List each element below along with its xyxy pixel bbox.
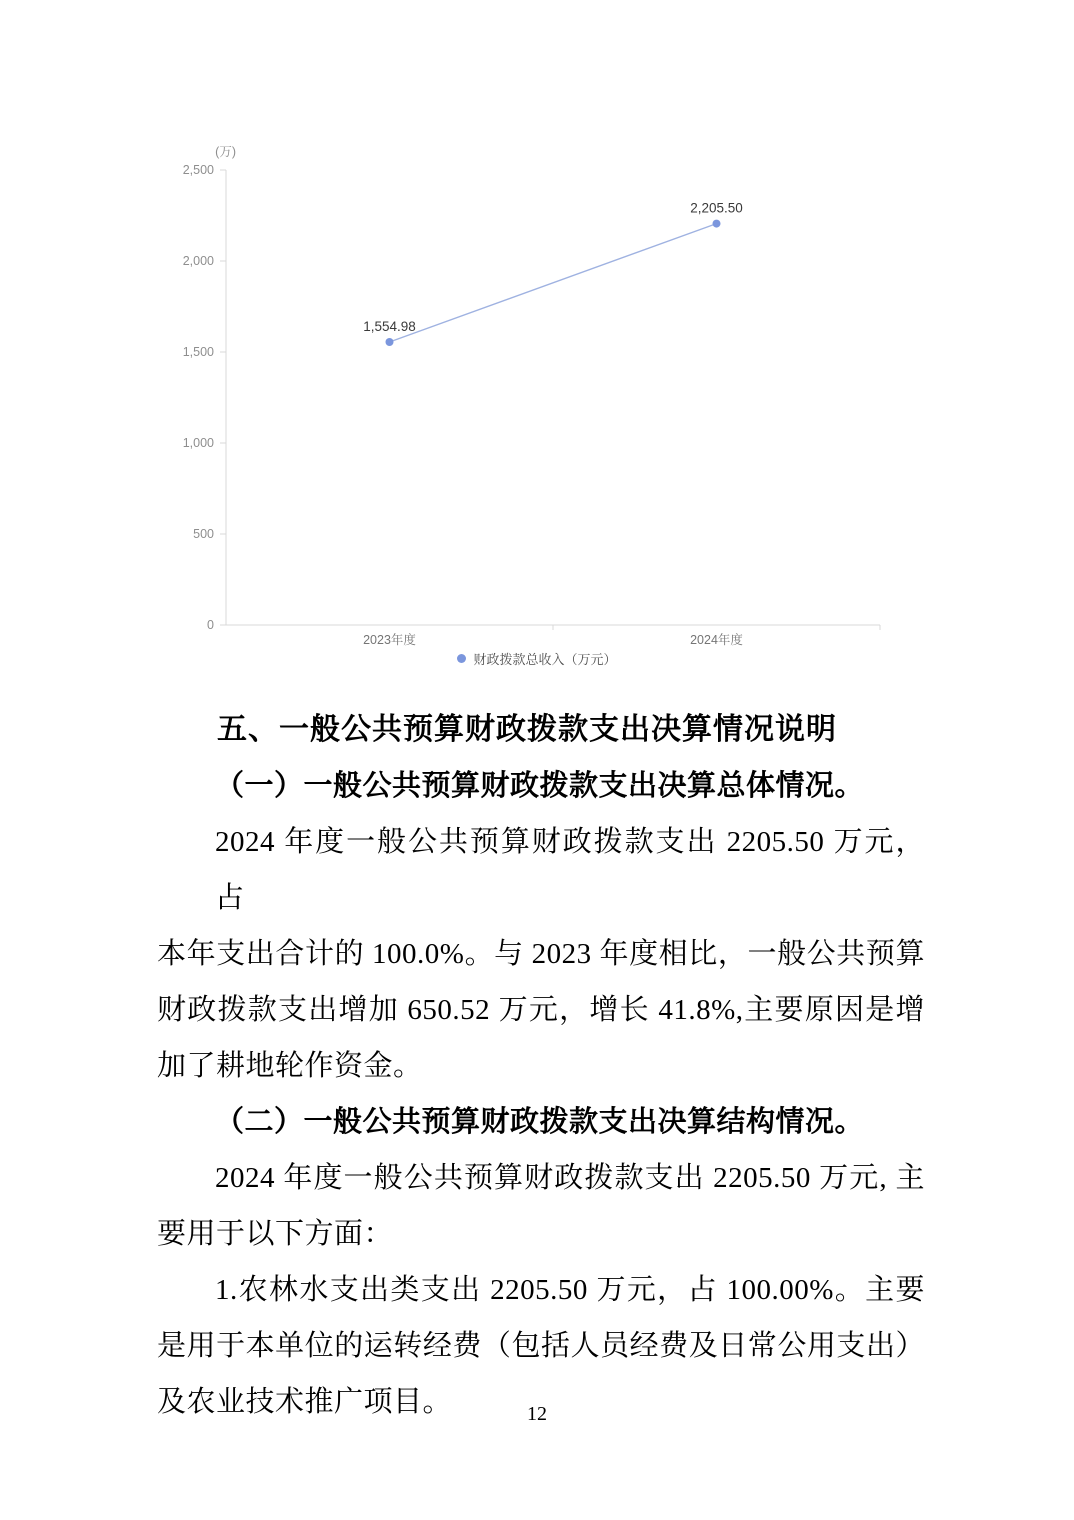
series-line	[390, 224, 717, 342]
chart-canvas	[0, 0, 1074, 700]
paragraph-line: 财政拨款支出增加 650.52 万元，增长 41.8%,主要原因是增	[157, 994, 925, 1026]
sub-heading-2: （二）一般公共预算财政拨款支出决算结构情况。	[215, 1106, 865, 1138]
data-point-label: 2,205.50	[690, 200, 743, 216]
data-point	[386, 338, 394, 346]
paragraph-line: 2024 年度一般公共预算财政拨款支出 2205.50 万元，占	[215, 826, 925, 914]
data-point-label: 1,554.98	[363, 318, 416, 334]
sub-heading-1: （一）一般公共预算财政拨款支出决算总体情况。	[215, 770, 865, 802]
page-number: 12	[527, 1403, 547, 1425]
y-tick-label: 0	[207, 618, 214, 632]
paragraph-line: 加了耕地轮作资金。	[157, 1050, 423, 1082]
y-tick-label: 2,500	[182, 163, 214, 177]
chart-legend	[0, 649, 1074, 668]
y-axis-unit-label: (万)	[215, 145, 236, 159]
data-point	[713, 220, 721, 228]
x-axis-label: 2023年度	[363, 633, 416, 647]
paragraph-line: 1.农林水支出类支出 2205.50 万元，占 100.00%。主要	[215, 1274, 925, 1306]
x-axis-label: 2024年度	[690, 633, 743, 647]
paragraph-line: 及农业技术推广项目。	[157, 1386, 453, 1418]
document-body	[157, 702, 925, 1430]
y-tick-label: 500	[193, 527, 214, 541]
section-heading: 五、一般公共预算财政拨款支出决算情况说明	[217, 713, 837, 746]
paragraph-line: 是用于本单位的运转经费（包括人员经费及日常公用支出）	[157, 1330, 925, 1362]
paragraph-line: 本年支出合计的 100.0%。与 2023 年度相比，一般公共预算	[157, 938, 925, 970]
legend-marker-icon	[457, 654, 466, 663]
legend-label: 财政拨款总收入（万元）	[473, 652, 617, 667]
y-tick-label: 1,500	[182, 345, 214, 359]
paragraph-line: 要用于以下方面：	[157, 1218, 394, 1250]
y-tick-label: 2,000	[182, 254, 214, 268]
paragraph-line: 2024 年度一般公共预算财政拨款支出 2205.50 万元, 主	[215, 1162, 925, 1194]
y-tick-label: 1,000	[182, 436, 214, 450]
line-chart	[0, 0, 1074, 700]
